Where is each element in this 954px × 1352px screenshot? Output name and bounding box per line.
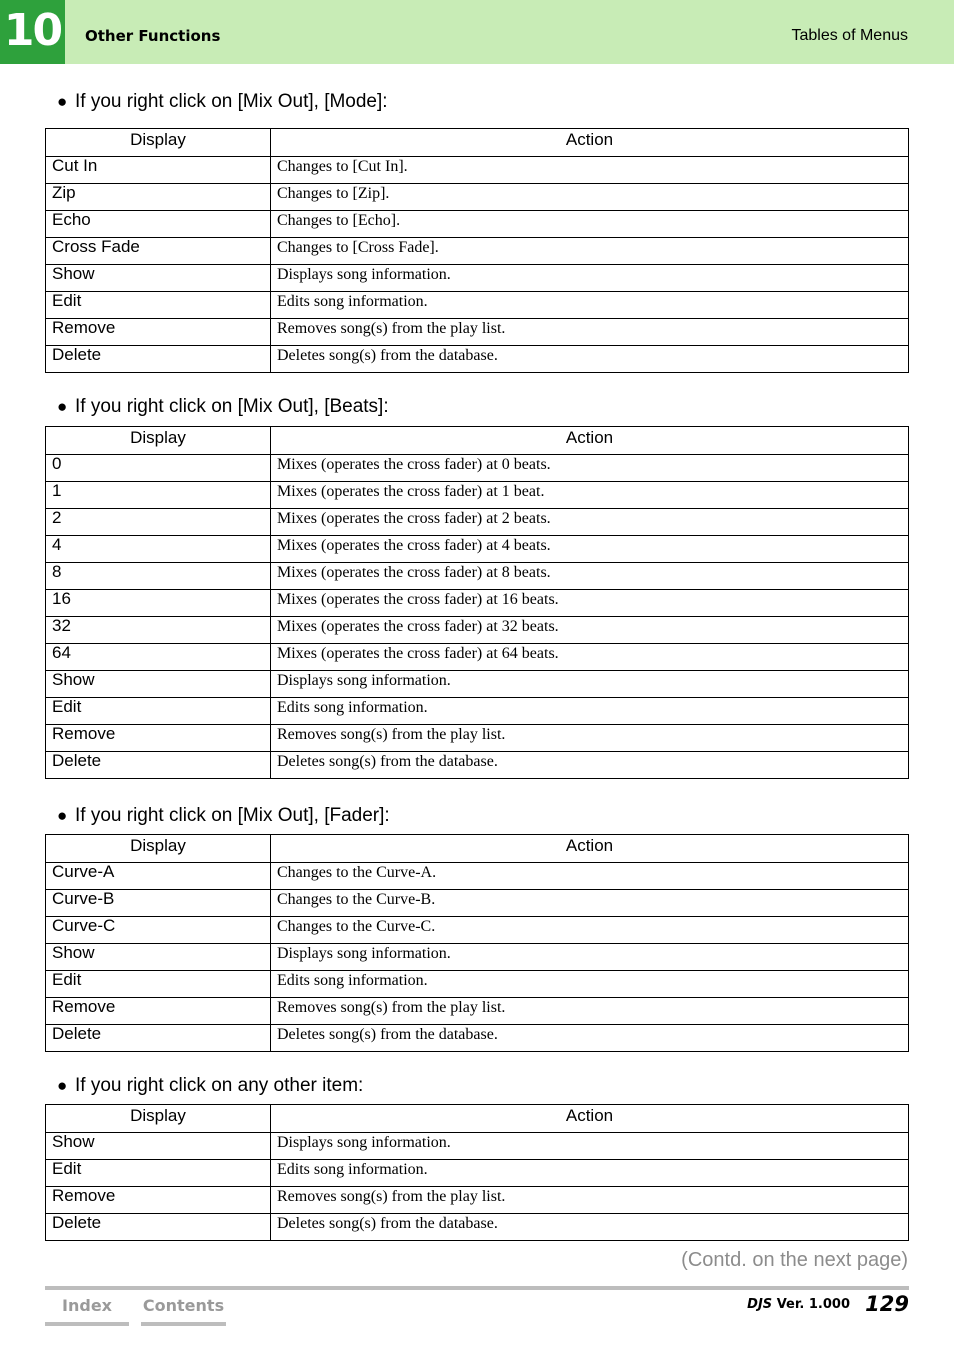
display-cell: Edit xyxy=(46,698,271,725)
action-cell: Edits song information. xyxy=(271,698,909,725)
display-cell: Curve-C xyxy=(46,917,271,944)
table-header-row xyxy=(46,427,909,455)
continued-note: (Contd. on the next page) xyxy=(681,1249,908,1271)
menu-table-other xyxy=(45,1104,909,1241)
action-cell: Removes song(s) from the play list. xyxy=(271,998,909,1025)
action-cell: Deletes song(s) from the database. xyxy=(271,752,909,779)
menu-table-fader xyxy=(45,834,909,1052)
display-cell: Remove xyxy=(46,725,271,752)
bullet-icon: ● xyxy=(57,806,68,825)
section-heading-mode: ● If you right click on [Mix Out], [Mode]: xyxy=(57,91,388,112)
table-row xyxy=(46,698,909,725)
action-cell: Changes to [Cut In]. xyxy=(271,157,909,184)
action-cell: Removes song(s) from the play list. xyxy=(271,725,909,752)
display-cell: Remove xyxy=(46,319,271,346)
table-row xyxy=(46,971,909,998)
display-cell: Edit xyxy=(46,971,271,998)
action-cell: Mixes (operates the cross fader) at 32 beats. xyxy=(271,617,909,644)
table-row xyxy=(46,725,909,752)
column-header-action: Action xyxy=(271,129,909,157)
table-header-row xyxy=(46,835,909,863)
table-row xyxy=(46,1160,909,1187)
table-row xyxy=(46,319,909,346)
table-row xyxy=(46,1187,909,1214)
display-cell: Show xyxy=(46,265,271,292)
table-row xyxy=(46,211,909,238)
column-header-action: Action xyxy=(271,1105,909,1133)
display-cell: Cross Fade xyxy=(46,238,271,265)
section-heading-fader: ● If you right click on [Mix Out], [Fader]: xyxy=(57,805,390,826)
action-cell: Edits song information. xyxy=(271,292,909,319)
section-heading-other: ● If you right click on any other item: xyxy=(57,1075,364,1096)
table-row xyxy=(46,590,909,617)
menu-table-beats xyxy=(45,426,909,779)
display-cell: Remove xyxy=(46,1187,271,1214)
table-row xyxy=(46,944,909,971)
display-cell: Edit xyxy=(46,1160,271,1187)
display-cell: Delete xyxy=(46,346,271,373)
table-header-row xyxy=(46,1105,909,1133)
column-header-display: Display xyxy=(46,427,271,455)
display-cell: 2 xyxy=(46,509,271,536)
action-cell: Deletes song(s) from the database. xyxy=(271,1214,909,1241)
action-cell: Displays song information. xyxy=(271,944,909,971)
footer-divider xyxy=(45,1286,909,1290)
display-cell: Delete xyxy=(46,1214,271,1241)
table-header-row xyxy=(46,129,909,157)
table-row xyxy=(46,644,909,671)
action-cell: Changes to the Curve-C. xyxy=(271,917,909,944)
table-row xyxy=(46,184,909,211)
table-row xyxy=(46,482,909,509)
column-header-action: Action xyxy=(271,427,909,455)
action-cell: Deletes song(s) from the database. xyxy=(271,1025,909,1052)
display-cell: 1 xyxy=(46,482,271,509)
display-cell: Curve-A xyxy=(46,863,271,890)
table-row xyxy=(46,563,909,590)
action-cell: Mixes (operates the cross fader) at 2 beats. xyxy=(271,509,909,536)
table-row xyxy=(46,238,909,265)
bullet-icon: ● xyxy=(57,92,68,111)
bullet-icon: ● xyxy=(57,397,68,416)
action-cell: Changes to [Echo]. xyxy=(271,211,909,238)
contents-link[interactable]: Contents xyxy=(141,1294,226,1326)
chapter-number: 10 xyxy=(0,0,65,64)
action-cell: Displays song information. xyxy=(271,265,909,292)
display-cell: Delete xyxy=(46,752,271,779)
display-cell: Show xyxy=(46,671,271,698)
table-row xyxy=(46,863,909,890)
action-cell: Displays song information. xyxy=(271,1133,909,1160)
display-cell: 8 xyxy=(46,563,271,590)
action-cell: Mixes (operates the cross fader) at 1 beat. xyxy=(271,482,909,509)
display-cell: 0 xyxy=(46,455,271,482)
display-cell: Echo xyxy=(46,211,271,238)
action-cell: Displays song information. xyxy=(271,671,909,698)
table-row xyxy=(46,1025,909,1052)
version-info xyxy=(747,1297,850,1312)
index-link[interactable]: Index xyxy=(45,1294,129,1326)
table-row xyxy=(46,1214,909,1241)
table-row xyxy=(46,671,909,698)
display-cell: Delete xyxy=(46,1025,271,1052)
version-text: Ver. 1.000 xyxy=(776,1297,850,1312)
display-cell: Cut In xyxy=(46,157,271,184)
action-cell: Deletes song(s) from the database. xyxy=(271,346,909,373)
table-row xyxy=(46,536,909,563)
table-row xyxy=(46,455,909,482)
table-row xyxy=(46,890,909,917)
table-row xyxy=(46,752,909,779)
action-cell: Mixes (operates the cross fader) at 4 beats. xyxy=(271,536,909,563)
table-row xyxy=(46,617,909,644)
display-cell: 4 xyxy=(46,536,271,563)
version-brand: DJS xyxy=(747,1297,773,1312)
display-cell: 16 xyxy=(46,590,271,617)
action-cell: Changes to [Cross Fade]. xyxy=(271,238,909,265)
section-title: Tables of Menus xyxy=(791,27,908,44)
page-number: 129 xyxy=(865,1292,909,1316)
table-row xyxy=(46,265,909,292)
table-row xyxy=(46,157,909,184)
column-header-display: Display xyxy=(46,129,271,157)
action-cell: Mixes (operates the cross fader) at 0 beats. xyxy=(271,455,909,482)
display-cell: Curve-B xyxy=(46,890,271,917)
table-row xyxy=(46,917,909,944)
action-cell: Changes to the Curve-B. xyxy=(271,890,909,917)
display-cell: 32 xyxy=(46,617,271,644)
display-cell: Show xyxy=(46,944,271,971)
bullet-icon: ● xyxy=(57,1076,68,1095)
menu-table-mode xyxy=(45,128,909,373)
display-cell: 64 xyxy=(46,644,271,671)
display-cell: Remove xyxy=(46,998,271,1025)
action-cell: Changes to the Curve-A. xyxy=(271,863,909,890)
page-header xyxy=(0,0,954,64)
table-row xyxy=(46,509,909,536)
table-row xyxy=(46,346,909,373)
action-cell: Mixes (operates the cross fader) at 16 beats. xyxy=(271,590,909,617)
action-cell: Mixes (operates the cross fader) at 64 beats. xyxy=(271,644,909,671)
section-heading-beats: ● If you right click on [Mix Out], [Beats]: xyxy=(57,396,389,417)
display-cell: Edit xyxy=(46,292,271,319)
action-cell: Removes song(s) from the play list. xyxy=(271,1187,909,1214)
display-cell: Show xyxy=(46,1133,271,1160)
table-row xyxy=(46,998,909,1025)
column-header-display: Display xyxy=(46,835,271,863)
action-cell: Mixes (operates the cross fader) at 8 beats. xyxy=(271,563,909,590)
action-cell: Removes song(s) from the play list. xyxy=(271,319,909,346)
column-header-action: Action xyxy=(271,835,909,863)
table-row xyxy=(46,1133,909,1160)
action-cell: Edits song information. xyxy=(271,1160,909,1187)
action-cell: Edits song information. xyxy=(271,971,909,998)
chapter-title: Other Functions xyxy=(85,27,221,45)
action-cell: Changes to [Zip]. xyxy=(271,184,909,211)
display-cell: Zip xyxy=(46,184,271,211)
column-header-display: Display xyxy=(46,1105,271,1133)
table-row xyxy=(46,292,909,319)
